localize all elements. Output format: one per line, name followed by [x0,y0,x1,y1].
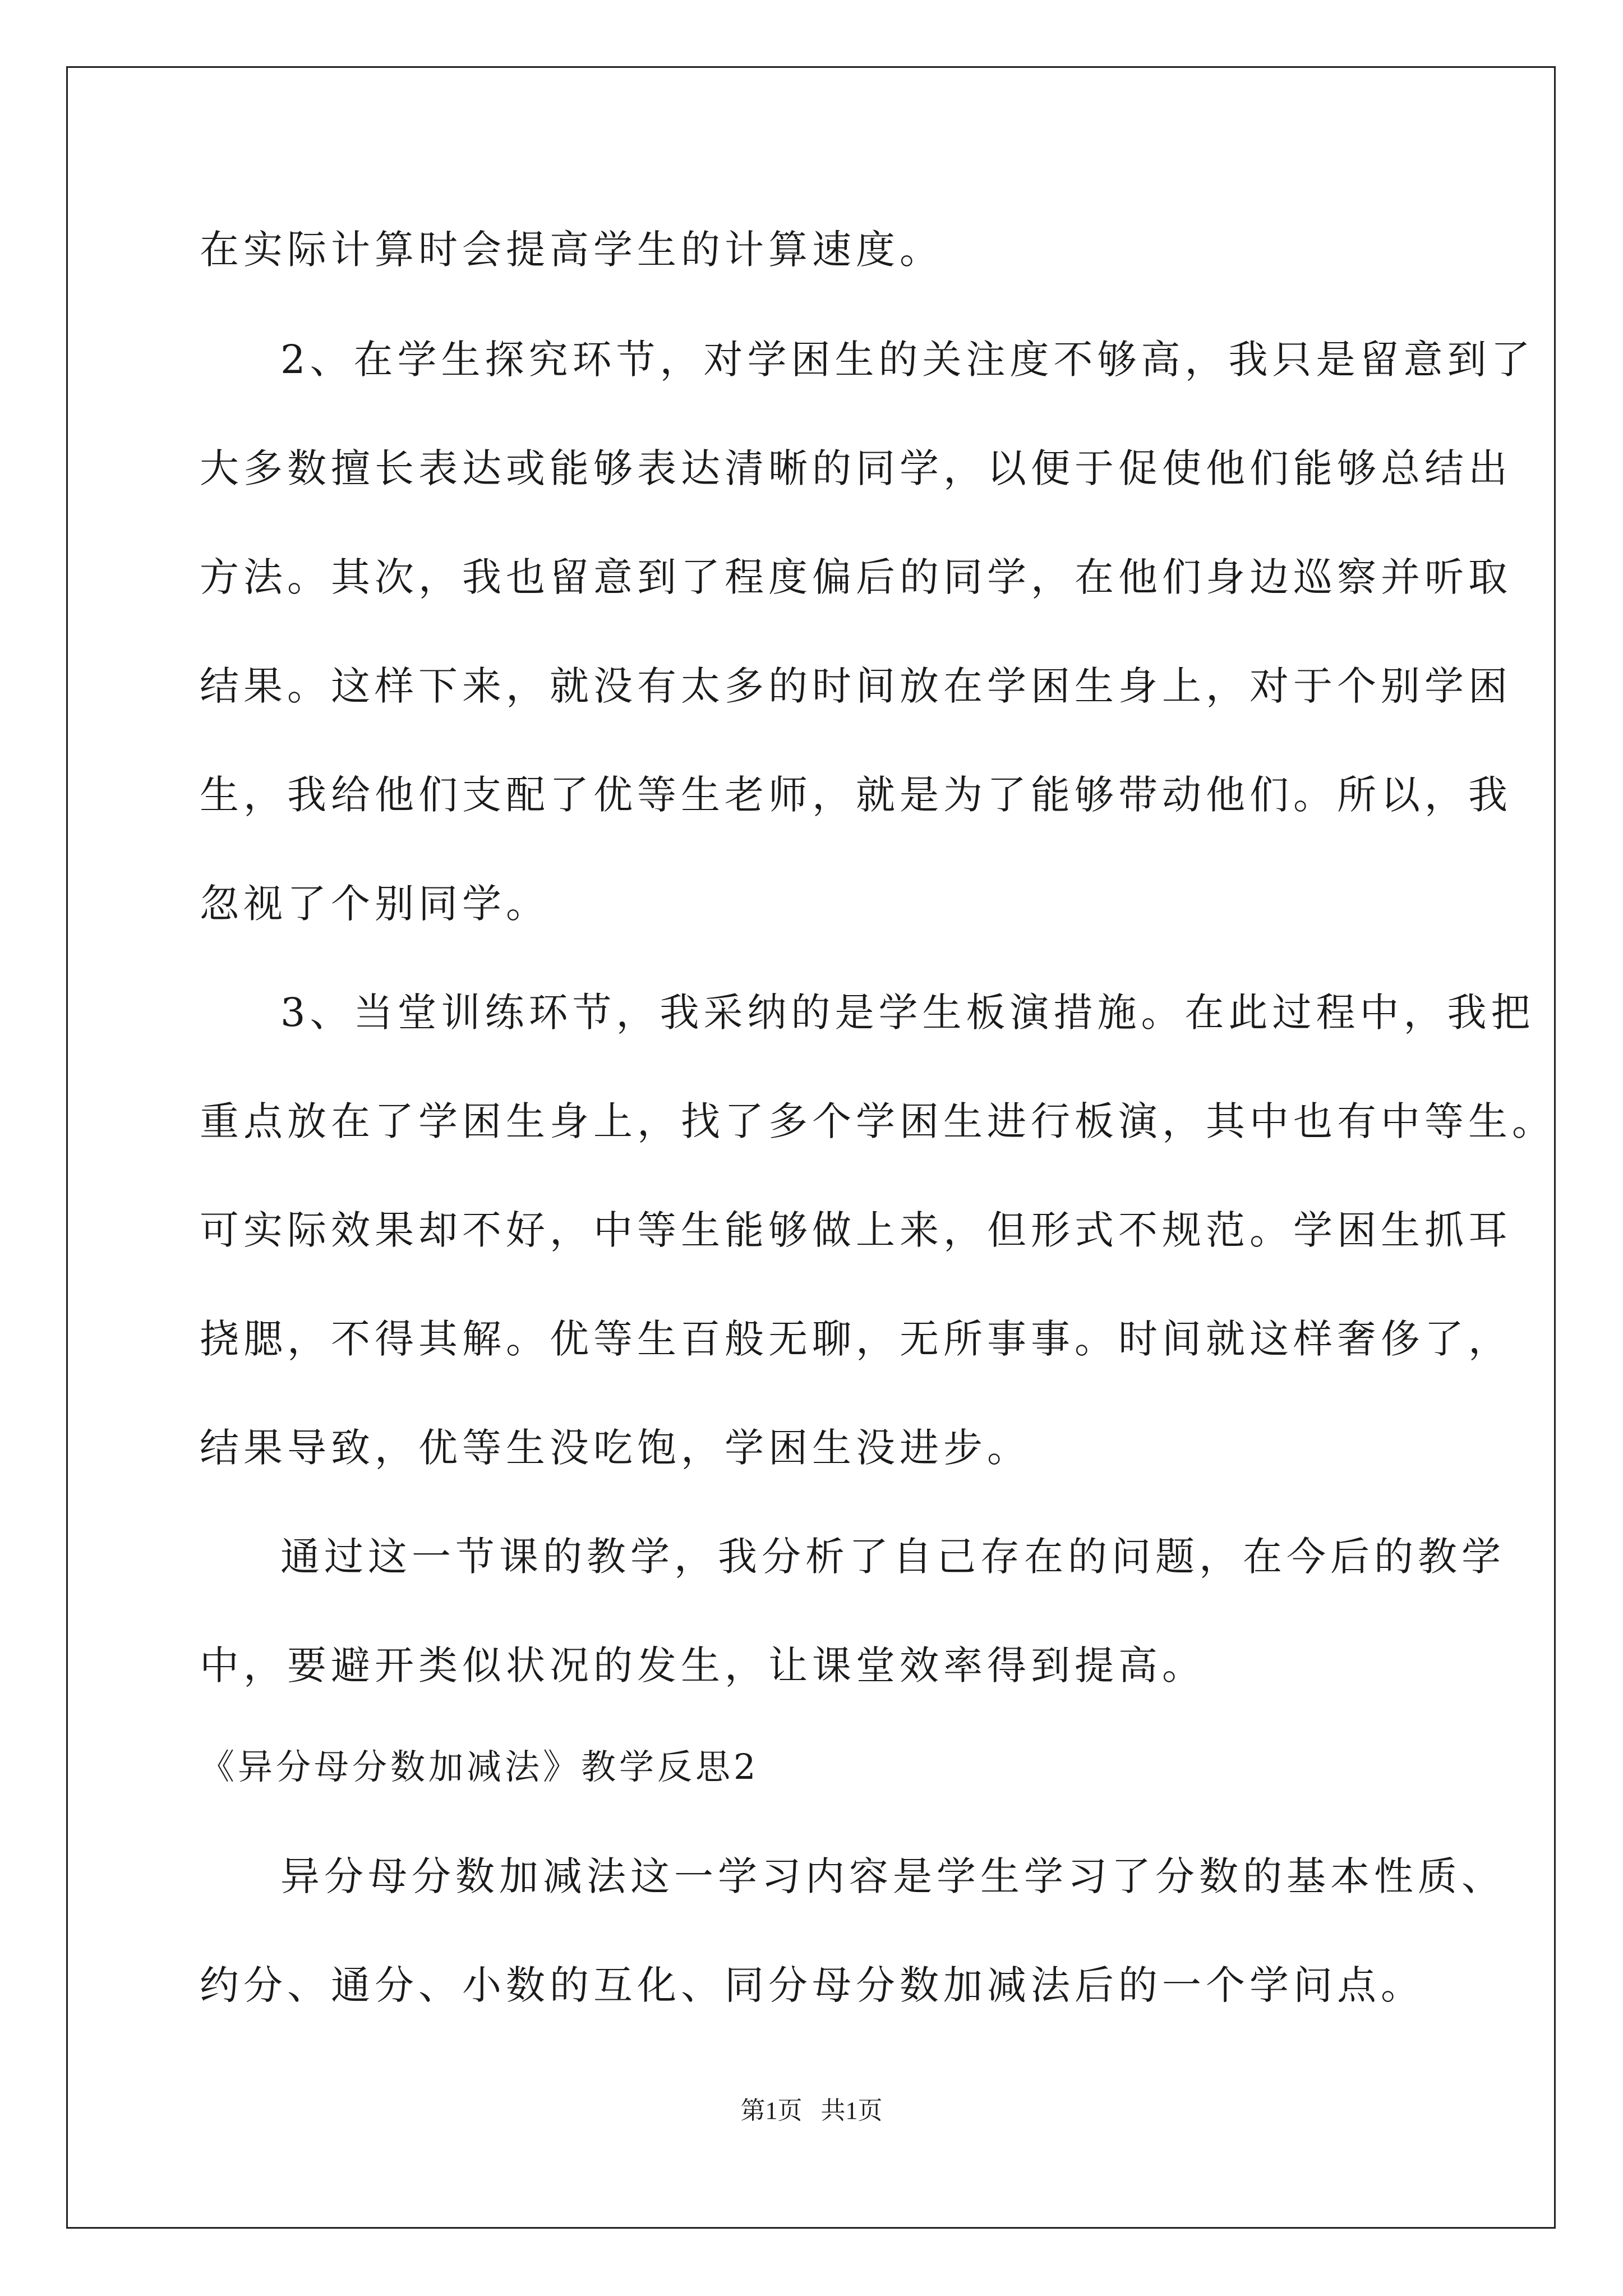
text-line: 约分、通分、小数的互化、同分母分数加减法后的一个学问点。 [200,1962,1424,2008]
text-line: 2、在学生探究环节，对学困生的关注度不够高，我只是留意到了 [280,337,1535,383]
page-footer: 第1页 共1页 [740,2097,883,2124]
text-line: 结果导致，优等生没吃饱，学困生没进步。 [200,1425,1031,1471]
text-line: 异分母分数加减法这一学习内容是学生学习了分数的基本性质、 [280,1853,1505,1899]
text-line: 生，我给他们支配了优等生老师，就是为了能够带动他们。所以，我 [200,772,1512,818]
text-line: 重点放在了学困生身上，找了多个学困生进行板演，其中也有中等生。 [200,1098,1556,1144]
text-line: 忽视了个别同学。 [200,881,550,927]
text-line: 大多数擅长表达或能够表达清晰的同学，以便于促使他们能够总结出 [200,445,1512,491]
text-line: 方法。其次，我也留意到了程度偏后的同学，在他们身边巡察并听取 [200,554,1512,600]
text-line: 3、当堂训练环节，我采纳的是学生板演措施。在此过程中，我把 [280,990,1535,1036]
text-line: 在实际计算时会提高学生的计算速度。 [200,227,943,273]
section-heading: 《异分母分数加减法》教学反思2 [200,1746,759,1787]
text-line: 中，要避开类似状况的发生，让课堂效率得到提高。 [200,1642,1206,1688]
page-border [66,66,1556,2229]
text-line: 挠腮，不得其解。优等生百般无聊，无所事事。时间就这样奢侈了， [200,1316,1512,1362]
text-line: 通过这一节课的教学，我分析了自己存在的问题，在今后的教学 [280,1534,1505,1580]
text-line: 结果。这样下来，就没有太多的时间放在学困生身上，对于个别学困 [200,663,1512,709]
text-line: 可实际效果却不好，中等生能够做上来，但形式不规范。学困生抓耳 [200,1207,1512,1253]
